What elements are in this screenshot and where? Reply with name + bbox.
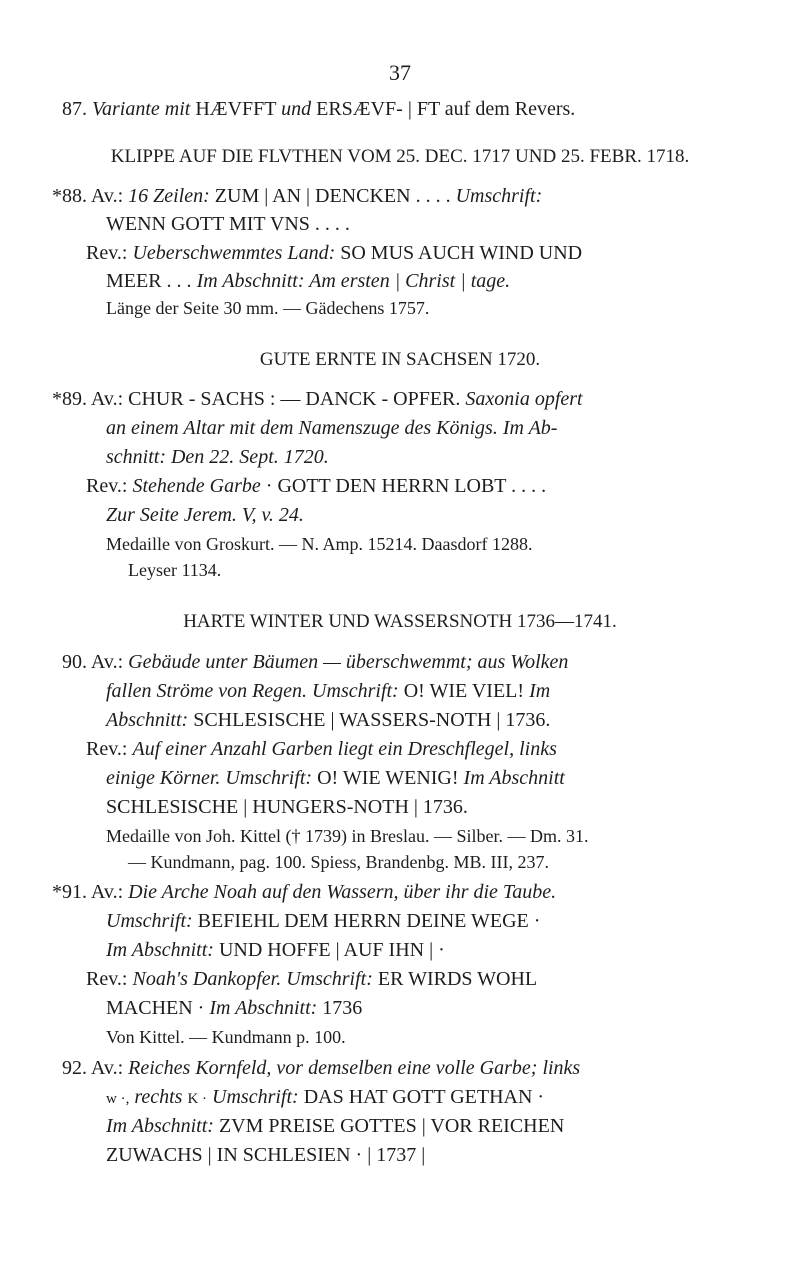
entry-text: Av.: bbox=[90, 881, 124, 903]
entry-text: SCHLESISCHE | WASSERS-NOTH | 1736. bbox=[193, 709, 551, 731]
entry-text-italic: Abschnitt: bbox=[106, 709, 189, 731]
entry-90-line-8: — Kundmann, pag. 100. Spiess, Brandenbg. MB. III, 237. bbox=[128, 852, 549, 872]
page-number: 37 bbox=[389, 60, 411, 85]
entry-91-line-4 bbox=[86, 968, 537, 990]
entry-text-italic: Im bbox=[529, 680, 551, 702]
entry-88-line-2: WENN GOTT MIT VNS . . . . bbox=[106, 213, 350, 235]
entry-text: Rev.: bbox=[86, 968, 128, 990]
entry-text: w ·, bbox=[106, 1091, 130, 1107]
entry-number: 90. bbox=[62, 651, 87, 673]
entry-text-italic: Stehende Garbe bbox=[132, 475, 261, 497]
entry-92-line-1 bbox=[62, 1057, 580, 1079]
entry-text-italic: Im Abschnitt: Am ersten | Christ | tage. bbox=[196, 270, 511, 292]
entry-text: UND HOFFE | AUF IHN | · bbox=[218, 939, 445, 961]
entry-text-italic: einige Körner. Umschrift: bbox=[106, 767, 313, 789]
entry-text: BEFIEHL DEM HERRN DEINE WEGE · bbox=[197, 910, 541, 932]
entry-91-line-5 bbox=[106, 997, 362, 1019]
entry-text-italic: an einem Altar mit dem Namenszuge des Königs. Im Ab- bbox=[106, 417, 558, 439]
entry-91-line-1 bbox=[52, 881, 556, 903]
entry-text: DAS HAT GOTT GETHAN · bbox=[303, 1086, 545, 1108]
entry-89-line-6: Medaille von Groskurt. — N. Amp. 15214. Daasdorf 1288. bbox=[106, 534, 533, 554]
entry-91-line-3 bbox=[106, 939, 445, 961]
entry-91-line-6: Von Kittel. — Kundmann p. 100. bbox=[106, 1027, 346, 1047]
entry-text-italic: Zur Seite Jerem. V, v. 24. bbox=[106, 504, 304, 526]
entry-87-line-1 bbox=[62, 98, 575, 120]
entry-92-line-3 bbox=[106, 1115, 564, 1137]
section-heading: GUTE ERNTE IN SACHSEN 1720. bbox=[259, 349, 541, 370]
entry-text-italic: Die Arche Noah auf den Wassern, über ihr die Taube. bbox=[128, 881, 557, 903]
entry-text: Av.: bbox=[90, 1057, 124, 1079]
entry-text-italic: Variante mit bbox=[92, 98, 191, 120]
entry-text: ERSÆVF- | FT auf dem Revers. bbox=[316, 98, 576, 120]
entry-92-line-4: ZUWACHS | IN SCHLESIEN · | 1737 | bbox=[106, 1144, 426, 1166]
entry-text: MACHEN · bbox=[106, 997, 205, 1019]
entry-90-line-5 bbox=[106, 767, 565, 789]
entry-text: ZVM PREISE GOTTES | VOR REICHEN bbox=[218, 1115, 565, 1137]
entry-text-italic: fallen Ströme von Regen. Umschrift: bbox=[106, 680, 399, 702]
entry-text: O! WIE WENIG! bbox=[317, 767, 459, 789]
entry-89-line-3 bbox=[106, 446, 329, 468]
entry-text: Av.: bbox=[90, 651, 124, 673]
entry-92-line-2 bbox=[106, 1086, 544, 1108]
entry-text: MEER . . . bbox=[106, 270, 192, 292]
entry-text: 1736 bbox=[322, 997, 363, 1019]
entry-text: Av.: bbox=[90, 185, 124, 207]
entry-text-italic: Im Abschnitt: bbox=[209, 997, 318, 1019]
entry-text-italic: Umschrift: bbox=[106, 910, 193, 932]
entry-text-italic: Saxonia opfert bbox=[465, 388, 583, 410]
entry-text-italic: und bbox=[281, 98, 312, 120]
entry-number: 92. bbox=[62, 1057, 87, 1079]
entry-number: *88. bbox=[52, 185, 87, 207]
entry-90-line-3 bbox=[106, 709, 550, 731]
entry-text-italic: Im Abschnitt bbox=[463, 767, 565, 789]
entry-text: Rev.: bbox=[86, 475, 128, 497]
section-heading: HARTE WINTER UND WASSERSNOTH 1736—1741. bbox=[183, 611, 617, 632]
entry-text: Av.: CHUR - SACHS : — DANCK - OPFER. bbox=[90, 388, 461, 410]
entry-text-italic: 16 Zeilen: bbox=[128, 185, 210, 207]
entry-89-line-7: Leyser 1134. bbox=[128, 560, 222, 580]
entry-text-italic: Ueberschwemmtes Land: bbox=[132, 242, 336, 264]
entry-text: ER WIRDS WOHL bbox=[377, 968, 538, 990]
entry-text-italic: Auf einer Anzahl Garben liegt ein Dreschflegel, links bbox=[132, 738, 557, 760]
entry-89-line-1 bbox=[52, 388, 583, 410]
entry-89-line-5 bbox=[106, 504, 304, 526]
entry-number: *91. bbox=[52, 881, 87, 903]
entry-90-line-1 bbox=[62, 651, 568, 673]
entry-text: ZUM | AN | DENCKEN . . . . bbox=[214, 185, 451, 207]
entry-text-italic: schnitt: Den 22. Sept. 1720. bbox=[106, 446, 329, 468]
entry-text-italic: rechts bbox=[134, 1086, 183, 1108]
entry-88-line-5: Länge der Seite 30 mm. — Gädechens 1757. bbox=[106, 298, 430, 318]
entry-text: Rev.: bbox=[86, 738, 128, 760]
entry-number: 87. bbox=[62, 98, 87, 120]
entry-89-line-2 bbox=[106, 417, 557, 439]
entry-90-line-4 bbox=[86, 738, 557, 760]
entry-text: K · bbox=[187, 1091, 208, 1107]
entry-text-italic: Reiches Kornfeld, vor demselben eine volle Garbe; links bbox=[128, 1057, 581, 1079]
entry-text-italic: Umschrift: bbox=[455, 185, 543, 207]
section-heading: KLIPPE AUF DIE FLVTHEN VOM 25. DEC. 1717 UND 25. FEBR. 1718. bbox=[110, 146, 690, 167]
entry-text: HÆVFFT bbox=[195, 98, 277, 120]
entry-text: Rev.: bbox=[86, 242, 128, 264]
entry-text: · GOTT DEN HERRN LOBT . . . . bbox=[265, 475, 547, 497]
entry-text: SO MUS AUCH WIND UND bbox=[340, 242, 583, 264]
entry-90-line-6: SCHLESISCHE | HUNGERS-NOTH | 1736. bbox=[106, 796, 468, 818]
entry-90-line-2 bbox=[106, 680, 550, 702]
entry-88-line-4 bbox=[106, 270, 510, 292]
entry-90-line-7: Medaille von Joh. Kittel († 1739) in Breslau. — Silber. — Dm. 31. bbox=[106, 826, 589, 846]
entry-text-italic: Umschrift: bbox=[212, 1086, 299, 1108]
entry-88-line-1 bbox=[52, 185, 542, 207]
entry-text-italic: Noah's Dankopfer. Umschrift: bbox=[132, 968, 373, 990]
entry-91-line-2 bbox=[106, 910, 540, 932]
entry-89-line-4 bbox=[86, 475, 546, 497]
entry-number: *89. bbox=[52, 388, 87, 410]
entry-text: O! WIE VIEL! bbox=[403, 680, 525, 702]
entry-text-italic: Im Abschnitt: bbox=[106, 939, 214, 961]
entry-text-italic: Im Abschnitt: bbox=[106, 1115, 214, 1137]
entry-text-italic: Gebäude unter Bäumen — überschwemmt; aus Wolken bbox=[128, 651, 569, 673]
entry-88-line-3 bbox=[86, 242, 582, 264]
